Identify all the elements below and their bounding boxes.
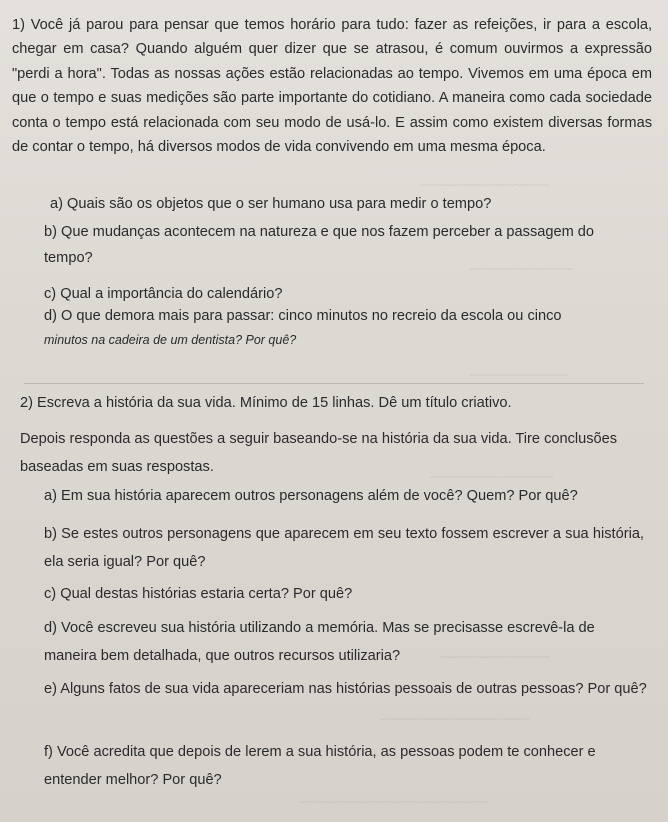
bleed-through-text: ~~~~~~~~~~~~~~~~ [470, 262, 574, 276]
question-1-intro: 1) Você já parou para pensar que temos horário para tudo: fazer as refeições, ir para a escola, chegar em casa? Quando alguém quer dizer que se atrasou, é comum ouvirmos a expressão "perdi a hora". Todas as nossas ações estão relacionadas ao tempo. Vivemos em uma época em que o tempo e suas medições são parte importante do cotidiano. A maneira como cada sociedade conta o tempo está relacionada com seu modo de usá-lo. E assim como existem diversas formas de contar o tempo, há diversos modos de vida convivendo em uma mesma época. [12, 17, 652, 156]
question-1d-line2: minutos na cadeira de um dentista? Por quê? [44, 333, 297, 348]
bleed-through-text: ~~~~~~~~~~~~~~~~~~~~~~~ [380, 712, 530, 726]
question-1d [44, 304, 644, 353]
question-2-intro [20, 389, 640, 481]
bleed-through-text: ~~~~~~~~~~~~~~~~~~~ [430, 470, 554, 484]
question-2d: d) Você escreveu sua história utilizando a memória. Mas se precisasse escrevê-la de maneira bem detalhada, que outros recursos utilizaria? [44, 620, 595, 664]
question-2b: b) Se estes outros personagens que aparecem em seu texto fossem escrever a sua história, ela seria igual? Por quê? [44, 526, 644, 570]
question-2-instruction-2: Depois responda as questões a seguir baseando-se na história da sua vida. Tire conclusões baseadas em suas respostas. [20, 431, 618, 475]
question-1b: b) Que mudanças acontecem na natureza e que nos fazem perceber a passagem do tempo? [44, 224, 595, 266]
section-divider [24, 383, 644, 384]
bleed-through-text: ~~~~~~~~~~~~~~~ [470, 368, 568, 382]
question-1d-line1: d) O que demora mais para passar: cinco minutos no recreio da escola ou cinco [44, 308, 562, 324]
question-2f: f) Você acredita que depois de lerem a sua história, as pessoas podem te conhecer e entender melhor? Por quê? [44, 744, 596, 788]
question-2-instruction: 2) Escreva a história da sua vida. Mínimo de 15 linhas. Dê um título criativo. [20, 395, 512, 411]
bleed-through-text: ~~~~~~~~~~~~~~~~~ [440, 650, 551, 664]
question-1a: a) Quais são os objetos que o ser humano usa para medir o tempo? [50, 196, 492, 212]
bleed-through-text: ~~~~~~~~~~~~~~~~~~~~~~~~~~~~~ [300, 795, 489, 809]
question-2c: c) Qual destas histórias estaria certa? Por quê? [44, 586, 353, 602]
question-2e: e) Alguns fatos de sua vida apareceriam nas histórias pessoais de outras pessoas? Por quê? [44, 681, 647, 697]
question-2a: a) Em sua história aparecem outros personagens além de você? Quem? Por quê? [44, 488, 578, 504]
bleed-through-text: ~~~~~~~~~~~~~~~~~~~~ [420, 178, 550, 192]
question-1c: c) Qual a importância do calendário? [44, 286, 283, 302]
